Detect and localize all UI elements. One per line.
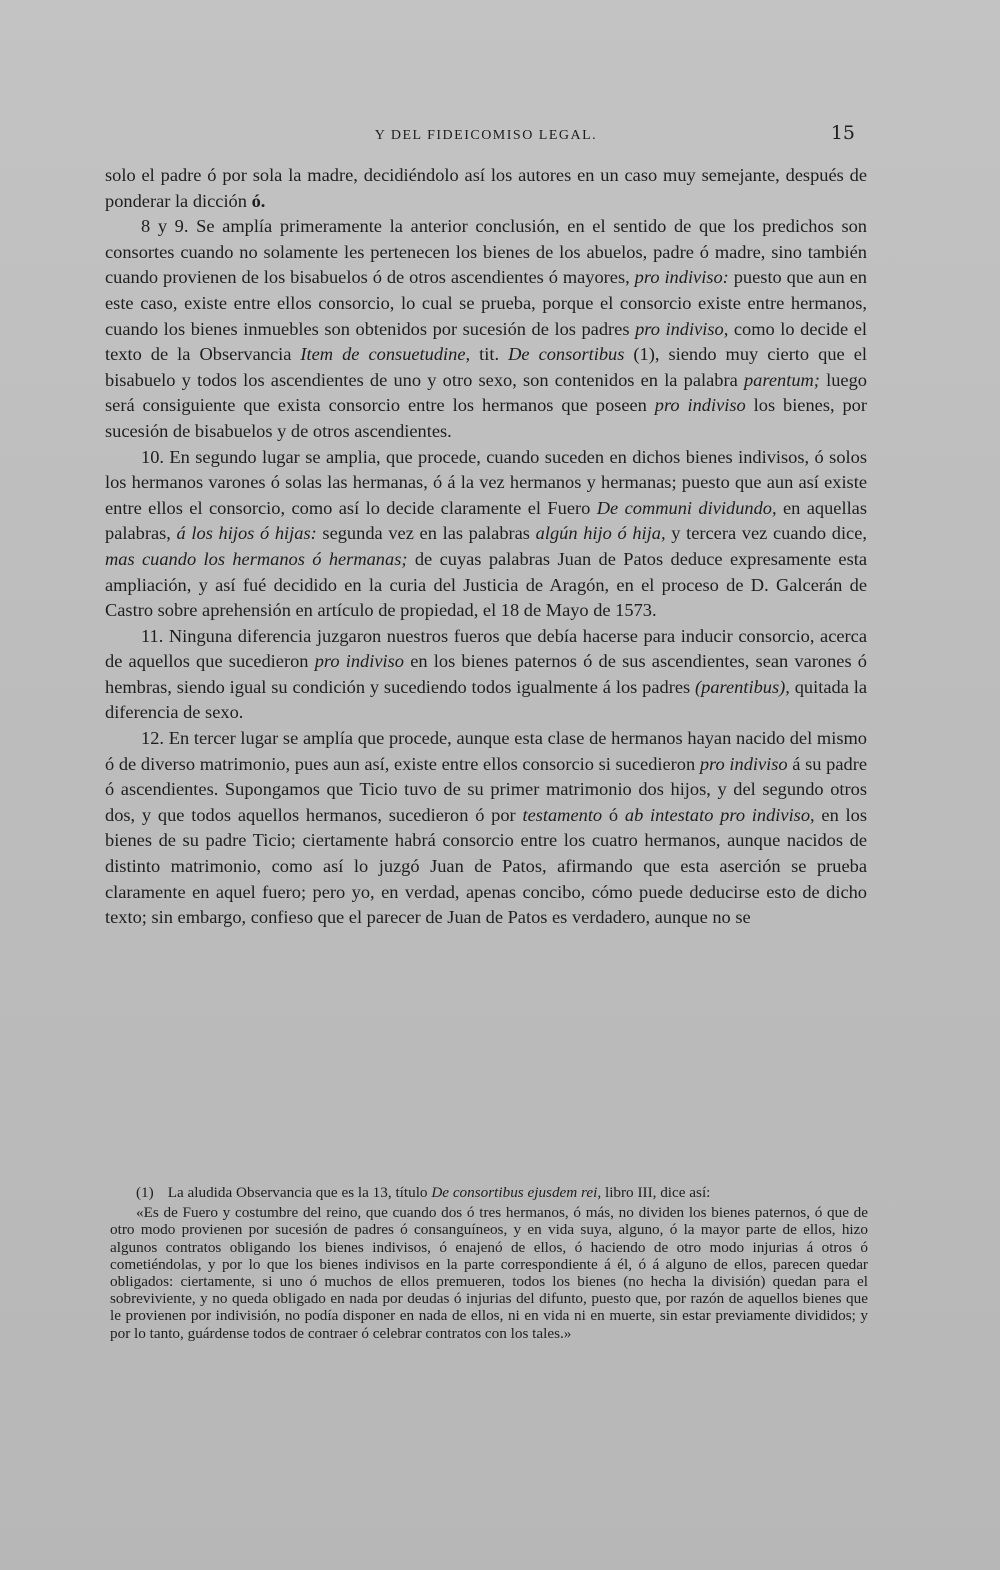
paragraph-10 [105, 445, 867, 624]
latin-term: (parentibus), [695, 676, 790, 697]
page-number: 15 [830, 122, 855, 144]
paragraph-continuation [105, 163, 867, 214]
quoted-words: algún hijo ó hija, [535, 523, 666, 544]
main-text [105, 163, 867, 931]
latin-term: pro indiviso [654, 395, 746, 416]
text-run: de cuyas palabras Juan de Patos deduce expresamente esta ampliación, y así fué decidido en la curia del Justicia de Aragón, en el proceso de D. Galcerán de Castro sobre aprehensión en artículo de propiedad, el 18 de Mayo de 1573. [105, 548, 867, 621]
text-run: La aludida Observancia que es la 13, título [167, 1184, 432, 1201]
text-run: 8 y 9. Se amplía primeramente la anterior conclusión, en el sentido de que los predichos son consortes cuando no solamente les pertenecen los bienes de los abuelos, padre ó madre, sino también cuando provienen de los bisabuelos ó de otros ascendientes ó mayores, [105, 216, 867, 288]
text-run: en los bienes de su padre Ticio; ciertamente habrá consorcio entre los cuatro hermanos, aunque nacidos de distinto matrimonio, como así lo juzgó Juan de Patos, afirmando que esta aserción se prueba claramente en aquel fuero; pero yo, en verdad, apenas concibo, cómo puede deducirse esto de dicho texto; sin embargo, confieso que el parecer de Juan de Patos es verdadero, aunque no se [105, 804, 868, 928]
text-run: 12. En tercer lugar se amplía que procede, aunque esta clase de hermanos hayan nacido del mismo ó de diverso matrimonio, pues aun así, existe entre ellos consorcio si sucedieron [105, 728, 867, 774]
text-run: en aquellas palabras, [105, 497, 868, 544]
latin-term: ab intestato pro indiviso, [624, 804, 815, 825]
citation-title: De communi dividundo, [596, 497, 777, 518]
text-run: ó [602, 804, 625, 825]
latin-term: pro indiviso [314, 651, 404, 672]
paragraph-12 [105, 726, 867, 931]
text-run: quitada la diferencia de sexo. [105, 676, 867, 723]
quoted-words: mas cuando los hermanos ó hermanas; [105, 548, 408, 569]
quoted-words: á los hijos ó hijas: [176, 523, 317, 544]
text-run: á su padre ó ascendientes. Supongamos que Ticio tuvo de su primer matrimonio dos hijos, y del segundo otros dos, y que todos aquellos hermanos, sucedieron ó por [105, 753, 867, 825]
latin-term: parentum; [743, 369, 820, 390]
latin-term: testamento [522, 804, 603, 825]
latin-term: pro indiviso [699, 753, 788, 774]
latin-term: pro indiviso, [635, 318, 729, 339]
bold-term: ó. [251, 190, 266, 211]
text-run: puesto que aun en este caso, existe entre ellos consorcio, lo cual se prueba, porque el consorcio existe entre hermanos, cuando los bienes inmuebles son obtenidos por sucesión de los padres [105, 267, 867, 339]
running-title: Y DEL FIDEICOMISO LEGAL. [374, 128, 598, 143]
text-run: como lo decide el texto de la Observancia [105, 318, 867, 365]
text-run: libro III, dice así: [601, 1184, 711, 1201]
footnote-reference: (1), siendo muy cierto que el bisabuelo y todos los ascendientes de uno y otro sexo, son contenidos en la palabra [105, 344, 867, 390]
paragraph-8-9 [105, 214, 867, 444]
text-run: tit. [470, 344, 509, 365]
footnote-mark: (1) [136, 1184, 154, 1201]
text-run: en los bienes paternos ó de sus ascendientes, sean varones ó hembras, siendo igual su condición y sucediendo todos igualmente á los padres [105, 651, 868, 697]
page-header [105, 122, 867, 152]
citation-title: Item de consuetudine, [300, 344, 471, 365]
text-run: 10. En segundo lugar se amplia, que procede, cuando suceden en dichos bienes indivisos, ó solos los hermanos varones ó solas las hermanas, ó á la vez hermanos y hermanas; puesto que aun así existe entre ellos el consorcio, como así lo decide claramente el Fuero [105, 446, 867, 518]
text-run: 11. Ninguna diferencia juzgaron nuestros fueros que debía hacerse para inducir consorcio, acerca de aquellos que sucedieron [105, 625, 867, 672]
footnote-intro [110, 1184, 868, 1201]
text-run: y tercera vez cuando dice, [665, 523, 867, 544]
latin-term: pro indiviso: [634, 267, 729, 288]
text-run: los bienes, por sucesión de bisabuelos y de otros ascendientes. [105, 395, 867, 441]
text-run: solo el padre ó por sola la madre, decidiéndolo así los autores en un caso muy semejante, después de ponderar la dicción [105, 165, 867, 211]
text-run: segunda vez en las palabras [316, 523, 536, 544]
footnote [110, 1184, 868, 1342]
footnote-quote: «Es de Fuero y costumbre del reino, que cuando dos ó tres hermanos, ó más, no dividen los bienes paternos, ó que de otro modo provienen por sucesión de padres ó consanguíneos, y en vida suya, alguno, ó la mayor parte de ellos, hizo algunos contratos obligando los bienes indivisos, ó enajenó de ellos, ó haciendo de otro modo injurias á otros ó cometiéndolas, y por lo que los bienes indivisos en la parte correspondiente á él, ó á alguno de ellos, parecen quedar obligados: ciertamente, si uno ó muchos de ellos premueren, todos los bienes (no hecha la división) quedan para el sobreviviente, y no queda obligado en nada por deudas ó injurias del difunto, puesto que, por razón de aquellos bienes que le provienen por indivisión, no podía disponer en nada de ellos, ni en vida ni en muerte, sin estar previamente divididos; y por lo tanto, guárdense todos de contraer ó celebrar contratos con los tales.» [110, 1204, 868, 1342]
citation-title: De consortibus [508, 344, 625, 365]
paragraph-11 [105, 624, 867, 726]
citation-title: De consortibus ejusdem rei, [431, 1184, 602, 1201]
text-run: luego será consiguiente que exista consorcio entre los hermanos que poseen [105, 369, 867, 416]
